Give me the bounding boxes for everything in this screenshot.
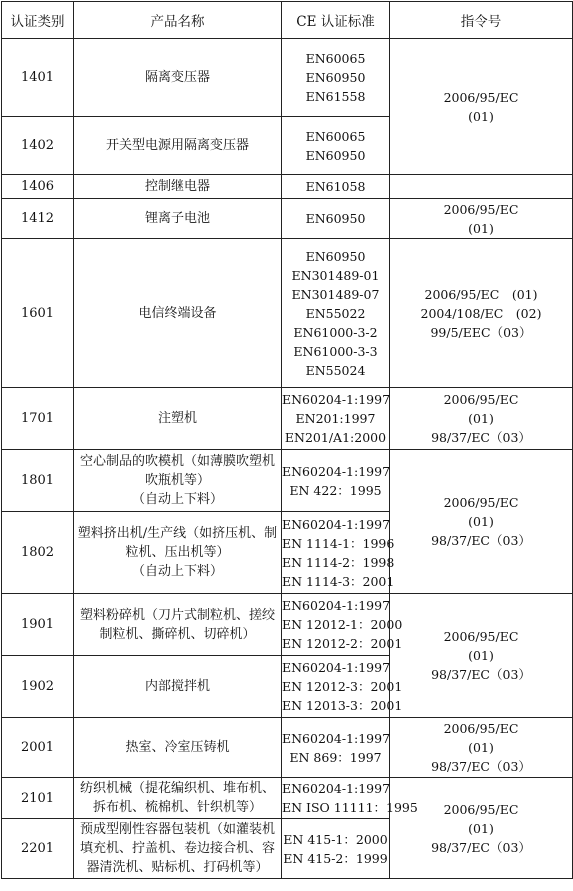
directive [390, 388, 573, 450]
product-name [74, 819, 282, 879]
ce-standard-line: EN60950 [305, 248, 366, 264]
ce-standard-line: EN60204-1:1997 [282, 463, 391, 479]
product-name [74, 718, 282, 778]
directive-line: 99/5/EEC（03） [430, 324, 532, 340]
table-row [2, 39, 573, 117]
directive [390, 450, 573, 594]
ce-standard-line: EN 12012-1：2000 [282, 617, 403, 632]
directive-line: 2006/95/EC [443, 801, 519, 817]
ce-standard [282, 175, 390, 199]
product-name [74, 778, 282, 819]
directive-line: (01) [468, 648, 494, 663]
category-code: 1601 [2, 239, 74, 388]
ce-standard-line: EN201:1997 [295, 411, 376, 426]
table-row [2, 175, 573, 199]
category-code: 1802 [2, 512, 74, 594]
ce-standard [282, 512, 395, 594]
table-row [2, 778, 573, 819]
header-product-name: 产品名称 [74, 2, 282, 39]
table-row [2, 239, 573, 388]
product-name [74, 239, 282, 388]
product-name [74, 39, 282, 117]
product-name-line: 电信终端设备 [138, 305, 217, 321]
ce-standard-line: EN61558 [305, 89, 366, 104]
category-code: 1701 [2, 388, 74, 450]
directive-line: 98/37/EC（03） [431, 839, 531, 855]
ce-standard-line: EN60950 [305, 70, 366, 85]
ce-standard-line: EN55024 [305, 362, 366, 378]
directive [390, 778, 573, 879]
table-row [2, 199, 573, 239]
ce-standard [282, 39, 390, 117]
product-name [74, 117, 282, 175]
product-name-line: 预成型刚性容器包装机（如灌装机 [79, 822, 275, 837]
ce-standard-line: EN 869：1997 [289, 749, 382, 765]
ce-standard [282, 656, 403, 718]
ce-standard-line: EN301489-07 [291, 286, 380, 302]
category-code: 2001 [2, 718, 74, 778]
ce-standard [282, 778, 418, 819]
ce-standard-line: EN61000-3-3 [293, 343, 378, 359]
ce-standard-line: EN 12012-2：2001 [282, 636, 403, 651]
product-name-line: 注塑机 [157, 411, 197, 426]
directive-line: 98/37/EC（03） [431, 430, 531, 445]
directive [390, 39, 573, 175]
product-name-line: 空心制品的吹模机（如薄膜吹塑机 [79, 454, 275, 469]
product-name-line: 填充机、拧盖机、卷边接合机、容 [79, 841, 275, 856]
ce-standard [282, 117, 390, 175]
product-name-line: 内部搅拌机 [144, 679, 210, 694]
table-row [2, 450, 573, 512]
ce-standard [282, 450, 390, 512]
product-name [74, 512, 282, 594]
category-code: 1401 [2, 39, 74, 117]
ce-standard [282, 718, 390, 778]
directive-line: 2006/95/EC (01) [424, 286, 538, 302]
directive-line: 2004/108/EC (02) [420, 305, 542, 321]
category-code: 1902 [2, 656, 74, 718]
ce-standard-line: EN 422：1995 [289, 482, 382, 498]
directive [390, 239, 573, 388]
ce-standard-line: EN60204-1:1997 [282, 598, 391, 613]
directive-line: 2006/95/EC [443, 495, 519, 510]
ce-standard-line: EN60950 [305, 211, 366, 226]
product-name-line: 制粒机、撕碎机、切碎机） [99, 626, 256, 642]
product-name-line: 控制继电器 [144, 179, 210, 194]
category-code: 1412 [2, 199, 74, 239]
product-name [74, 175, 282, 199]
product-name-line: 拆布机、梳棉机、针织机等） [92, 800, 262, 815]
ce-standard-line: EN60204-1:1997 [282, 392, 391, 407]
ce-standard-line: EN60065 [305, 51, 366, 66]
directive-line: 2006/95/EC [443, 392, 519, 407]
ce-standard-line: EN61000-3-2 [293, 324, 378, 340]
ce-standard [282, 388, 390, 450]
directive-line: 2006/95/EC [443, 89, 519, 105]
directive-line: 98/37/EC（03） [431, 533, 531, 548]
ce-standard [282, 239, 390, 388]
category-code: 1402 [2, 117, 74, 175]
product-name-line: 隔离变压器 [144, 70, 210, 85]
ce-standard [282, 594, 403, 656]
directive-line: 2006/95/EC [443, 721, 519, 736]
product-name-line: 锂离子电池 [144, 211, 210, 226]
ce-standard-line: EN 12012-3：2001 [282, 679, 403, 694]
product-name-line: 塑料挤出机/生产线（如挤压机、制 [77, 526, 278, 541]
ce-standard-line: EN60065 [305, 128, 366, 144]
directive-line: (01) [468, 740, 494, 755]
ce-standard-line: EN201/A1:2000 [284, 430, 387, 445]
ce-standard-line: EN60950 [305, 147, 366, 163]
ce-standard [282, 819, 390, 879]
ce-standard-line: EN 1114-3：2001 [282, 573, 395, 589]
product-name-line: 纺织机械（提花编织机、堆布机、 [79, 781, 275, 796]
directive-line: (01) [468, 108, 494, 124]
category-code: 1901 [2, 594, 74, 656]
product-name [74, 656, 282, 718]
ce-standard-line: EN 1114-1：1996 [282, 535, 395, 551]
directive-line: (01) [468, 514, 494, 529]
ce-standard-line: EN 1114-2：1998 [282, 554, 395, 570]
product-name [74, 450, 282, 512]
directive [390, 175, 573, 199]
directive-line: (01) [468, 220, 494, 236]
directive [390, 594, 573, 718]
table-row [2, 388, 573, 450]
category-code: 2201 [2, 819, 74, 879]
ce-standard [282, 199, 390, 239]
product-name-line: （自动上下料） [131, 492, 223, 507]
ce-standard-line: EN60204-1:1997 [282, 781, 391, 796]
product-name-line: 器清洗机、贴标机、打码机等） [86, 860, 269, 875]
product-name-line: 开关型电源用隔离变压器 [105, 138, 249, 153]
product-name [74, 199, 282, 239]
category-code: 1801 [2, 450, 74, 512]
directive-line: (01) [468, 820, 494, 836]
directive-line: 2006/95/EC [443, 201, 519, 217]
ce-standard-line: EN55022 [305, 305, 366, 321]
table-row [2, 594, 573, 656]
header-ce-standard: CE 认证标准 [282, 2, 390, 39]
category-code: 1406 [2, 175, 74, 199]
ce-standard-line: EN60204-1:1997 [282, 730, 391, 746]
ce-standard-line: EN ISO 11111：1995 [282, 800, 418, 815]
category-code: 2101 [2, 778, 74, 819]
product-name-line: （自动上下料） [131, 564, 223, 579]
ce-standard-line: EN60204-1:1997 [282, 516, 391, 532]
directive [390, 199, 573, 239]
ce-standard-line: EN 415-1：2000 [283, 831, 388, 847]
product-name-line: 塑料粉碎机（刀片式制粒机、搓绞 [79, 607, 275, 623]
header-directive: 指令号 [390, 2, 573, 39]
product-name [74, 594, 282, 656]
directive-line: 98/37/EC（03） [431, 667, 531, 682]
ce-standard-line: EN 12013-3：2001 [282, 698, 403, 713]
header-row [2, 2, 573, 39]
ce-standard-line: EN 415-2：1999 [283, 850, 388, 866]
product-name-line: 粒机、压出机等） [125, 545, 230, 560]
product-name-line: 吹瓶机等） [144, 473, 210, 488]
directive-line: (01) [468, 411, 494, 426]
ce-standard-line: EN301489-01 [291, 267, 380, 283]
product-name [74, 388, 282, 450]
product-name-line: 热室、冷室压铸机 [125, 740, 230, 755]
directive-line: 98/37/EC（03） [431, 759, 531, 774]
ce-standard-line: EN60204-1:1997 [282, 660, 391, 675]
directive [390, 718, 573, 778]
table-row [2, 718, 573, 778]
certification-table [1, 1, 573, 879]
header-category: 认证类别 [2, 2, 74, 39]
ce-standard-line: EN61058 [305, 179, 366, 194]
directive-line: 2006/95/EC [443, 629, 519, 644]
